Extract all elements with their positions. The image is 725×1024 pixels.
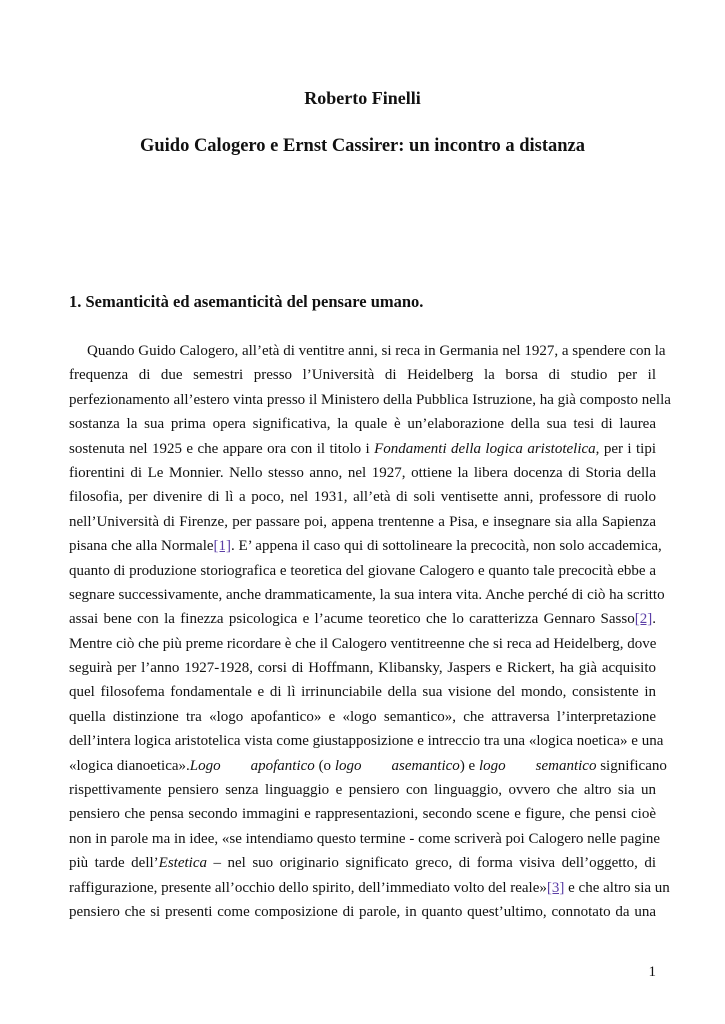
text-fragment: .	[652, 611, 656, 628]
text-line: quella distinzione tra «logo apofantico» e «logo semantico», che attraversa l’interpretazione	[69, 708, 656, 725]
text-fragment: – nel suo originario significato greco, di forma visiva dell’oggetto, di	[206, 855, 656, 872]
document-title: Guido Calogero e Ernst Cassirer: un incontro a distanza	[139, 136, 586, 156]
text-line: dell’intera logica aristotelica vista come giustapposizione e intreccio tra una «logica noetica» e una	[69, 733, 664, 750]
text-line: quanto di produzione storiografica e teoretica del giovane Calogero e quanto tale precocità ebbe a	[69, 562, 656, 579]
italic-term: logo	[334, 757, 362, 774]
text-line	[69, 754, 667, 778]
text-line: pensiero che si presenti come composizione di parole, in quanto quest’ultimo, connotato da una	[69, 903, 656, 920]
text-fragment: . E’ appena il caso qui di sottolineare la precocità, non solo accademica,	[231, 538, 662, 555]
body-paragraph	[69, 339, 671, 924]
text-fragment: ) e	[459, 757, 479, 774]
text-line: seguirà per l’anno 1927-1928, corsi di Hoffmann, Klibansky, Jaspers e Rickert, ha già acquisito	[69, 660, 656, 677]
text-line: segnare successivamente, anche drammaticamente, la sua intera vita. Anche perché di ciò ha scritto	[69, 586, 665, 603]
text-line: non in parole ma in idee, «se intendiamo questo termine - come scriverà poi Calogero nelle pagine	[69, 830, 661, 847]
text-line: quel filosofema fondamentale e di lì irrinunciabile della sua visione del mondo, consistente in	[69, 684, 656, 701]
text-line	[69, 876, 670, 900]
text-line: Mentre ciò che più preme ricordare è che il Calogero ventitreenne che si reca ad Heidelberg, dove	[69, 635, 657, 652]
text-fragment: «logica dianoetica».	[69, 757, 190, 774]
text-fragment: , per i tipi	[595, 440, 656, 457]
italic-term: semantico	[535, 757, 597, 774]
text-line: Quando Guido Calogero, all’età di ventitre anni, si reca in Germania nel 1927, a spendere con la	[87, 343, 666, 359]
text-fragment: e che altro sia un	[564, 879, 670, 896]
text-fragment: più tarde dell’	[69, 855, 159, 872]
italic-term: asemantico	[391, 757, 460, 774]
section-heading: 1. Semanticità ed asemanticità del pensare umano.	[69, 292, 424, 311]
page-number: 1	[648, 964, 656, 980]
author-name: Roberto Finelli	[304, 88, 421, 108]
book-title: Estetica	[158, 855, 207, 872]
text-fragment: significano	[596, 757, 667, 774]
text-line: nell’Università di Firenze, per passare poi, appena trentenne a Pisa, e insegnare sia alla Sapienza	[69, 513, 656, 530]
footnote-link-3[interactable]: [3]	[546, 879, 565, 896]
italic-term: Logo	[189, 757, 221, 774]
text-fragment: sostenuta nel 1925 e che appare ora con il titolo i	[69, 440, 375, 457]
text-fragment: raffigurazione, presente all’occhio dello spirito, dell’immediato volto del reale»	[69, 879, 547, 896]
book-title: Fondamenti della logica aristotelica	[374, 440, 596, 457]
text-line: fiorentini di Le Monnier. Nello stesso anno, nel 1927, ottiene la libera docenza di Storia della	[69, 464, 656, 481]
italic-term: apofantico	[250, 757, 315, 774]
text-fragment: (o	[318, 757, 335, 774]
text-line: filosofia, per divenire di lì a poco, nel 1931, all’età di soli ventisette anni, professore di ruolo	[69, 489, 656, 506]
text-line	[69, 534, 662, 558]
text-line: perfezionamento all’estero vinta presso il Ministero della Pubblica Istruzione, ha già composto nella	[69, 391, 671, 408]
text-line	[69, 851, 656, 875]
text-line	[69, 437, 656, 461]
footnote-link-2[interactable]: [2]	[634, 611, 653, 628]
text-line	[69, 607, 656, 631]
text-line: frequenza di due semestri presso l’Università di Heidelberg la borsa di studio per il	[69, 367, 656, 384]
text-line: sostanza la sua prima opera significativa, la quale è un’elaborazione della sua tesi di laurea	[69, 416, 656, 433]
text-line: rispettivamente pensiero senza linguaggio e pensiero con linguaggio, ovvero che altro sia un	[69, 782, 656, 799]
italic-term: logo	[478, 757, 506, 774]
text-line: pensiero che pensa secondo immagini e rappresentazioni, secondo scene e figure, che pensi cioè	[69, 806, 656, 823]
text-fragment: pisana che alla Normale	[69, 538, 214, 555]
footnote-link-1[interactable]: [1]	[213, 538, 232, 555]
text-fragment: assai bene con la finezza psicologica e l’acume teoretico che lo caratterizza Gennaro Sasso	[69, 611, 635, 628]
